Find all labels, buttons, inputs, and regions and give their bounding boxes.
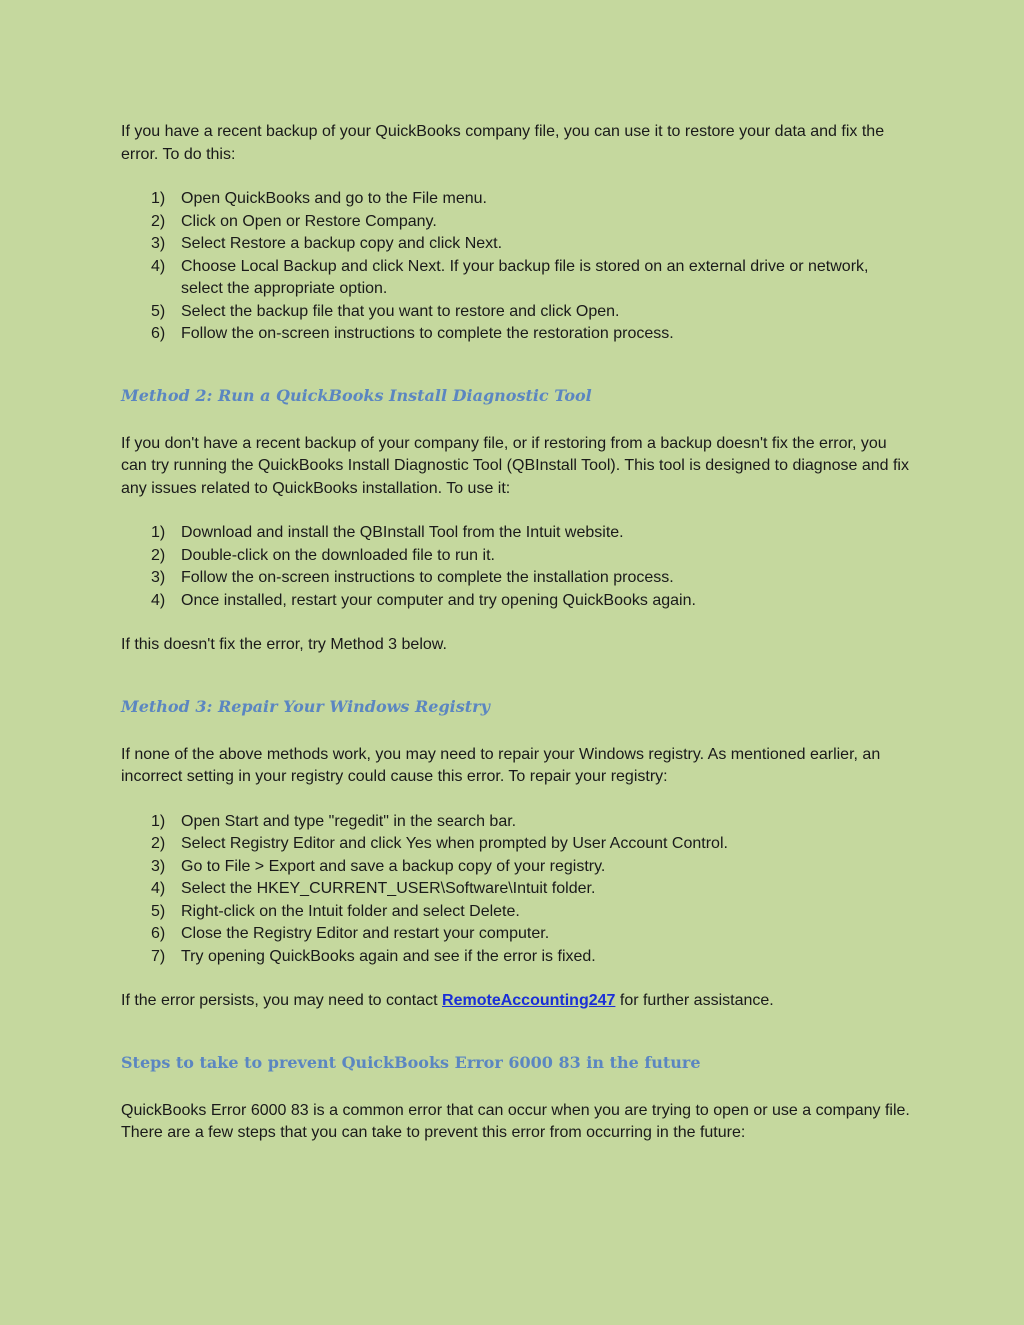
- list-item: 5) Select the backup file that you want to restore and click Open.: [151, 302, 620, 320]
- list-item: 6) Follow the on-screen instructions to complete the restoration process.: [151, 325, 674, 342]
- prevent-heading: Steps to take to prevent QuickBooks Error 6000 83 in the future: [121, 1052, 701, 1072]
- list-item: 3) Select Restore a backup copy and click Next.: [151, 235, 503, 252]
- list-item: 5) Right-click on the Intuit folder and select Delete.: [151, 902, 520, 920]
- document-page: [121, 121, 911, 1145]
- list-item: 4) Once installed, restart your computer and try opening QuickBooks again.: [151, 591, 696, 609]
- method2-footer: If this doesn't fix the error, try Method 3 below.: [121, 636, 447, 653]
- remote-accounting-link[interactable]: RemoteAccounting247: [442, 992, 616, 1009]
- method3-footer: If the error persists, you may need to contact RemoteAccounting247 for further assistance.: [121, 992, 774, 1009]
- list-item: 1) Open Start and type "regedit" in the search bar.: [151, 812, 517, 830]
- list-item: 6) Close the Registry Editor and restart your computer.: [151, 925, 550, 942]
- list-item: 2) Select Registry Editor and click Yes when prompted by User Account Control.: [151, 835, 728, 852]
- method2-paragraph: If you don't have a recent backup of your company file, or if restoring from a backup doesn't fix the error, you can try running the QuickBooks Install Diagnostic Tool (QBInstall Tool). This tool is designed to diagnose and fix any issues related to QuickBooks installation. To use it:: [121, 434, 909, 497]
- method2-heading: Method 2: Run a QuickBooks Install Diagnostic Tool: [121, 385, 592, 405]
- method3-paragraph: If none of the above methods work, you may need to repair your Windows registry. As mentioned earlier, an incorrect setting in your registry could cause this error. To repair your registry:: [121, 745, 881, 785]
- list-item: 4) Select the HKEY_CURRENT_USER\Software\Intuit folder.: [151, 880, 596, 897]
- method3-heading: Method 3: Repair Your Windows Registry: [121, 696, 490, 716]
- method3-steps-list: [121, 811, 911, 969]
- method2-steps-list: [121, 522, 911, 612]
- list-item: 4) Choose Local Backup and click Next. If your backup file is stored on an external drive or network, select the appropriate option.: [151, 257, 869, 297]
- intro-paragraph: If you have a recent backup of your QuickBooks company file, you can use it to restore your data and fix the error. To do this:: [121, 123, 885, 163]
- list-item: 2) Click on Open or Restore Company.: [151, 212, 437, 230]
- list-item: 3) Follow the on-screen instructions to complete the installation process.: [151, 569, 674, 586]
- restore-steps-list: [121, 188, 911, 346]
- prevent-paragraph: QuickBooks Error 6000 83 is a common error that can occur when you are trying to open or use a company file. There are a few steps that you can take to prevent this error from occurring in the future:: [121, 1101, 910, 1141]
- list-item: 7) Try opening QuickBooks again and see if the error is fixed.: [151, 947, 596, 965]
- list-item: 2) Double-click on the downloaded file to run it.: [151, 546, 495, 564]
- list-item: 1) Open QuickBooks and go to the File menu.: [151, 190, 487, 207]
- list-item: 1) Download and install the QBInstall Tool from the Intuit website.: [151, 524, 624, 541]
- list-item: 3) Go to File > Export and save a backup copy of your registry.: [151, 857, 606, 875]
